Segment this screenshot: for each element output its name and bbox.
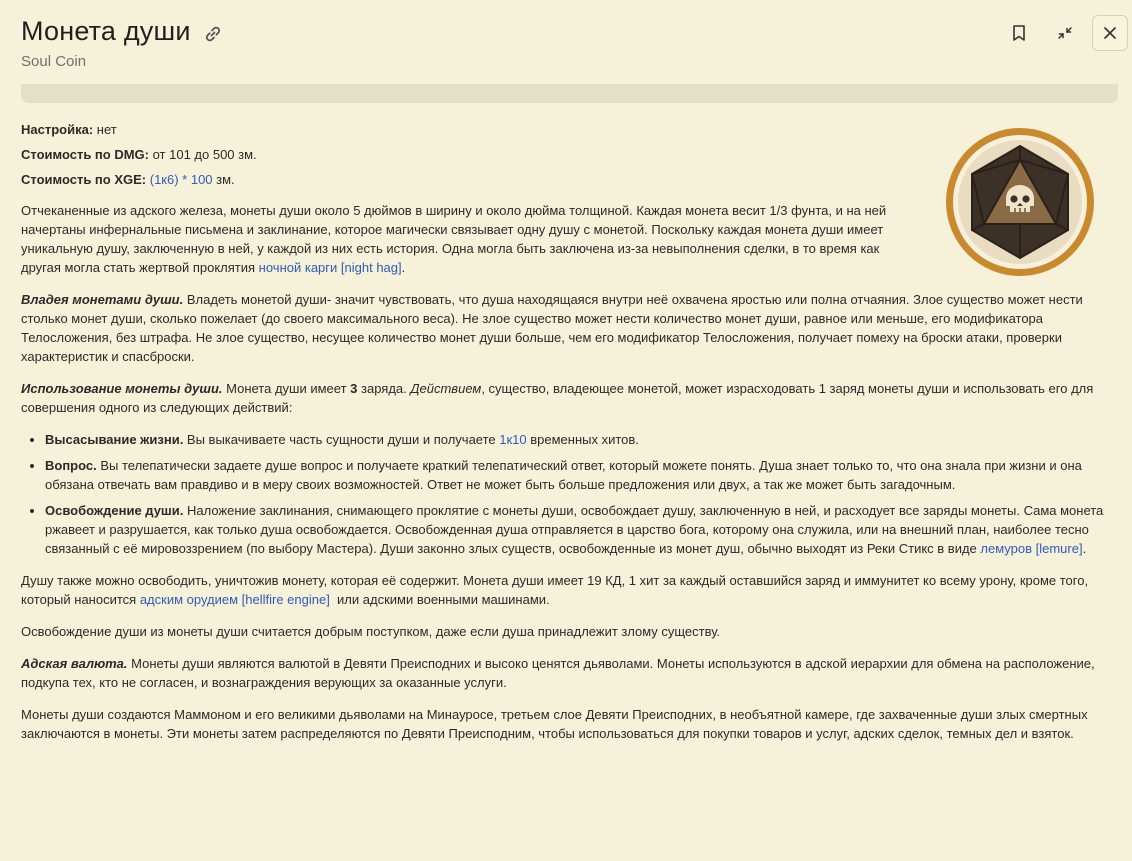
currency-text: Монеты души являются валютой в Девяти Преисподних и высоко ценятся дьяволами. Монеты используются в адской иерархии для обмена на расположение, подкупа тех, кто не согласен, и вознаграждения верующих за оказанные услуги.	[21, 656, 1095, 690]
dmg-price-label: Стоимость по DMG:	[21, 147, 149, 162]
bookmark-button[interactable]	[1001, 15, 1037, 51]
destroy-end: или адскими военными машинами.	[329, 592, 550, 607]
list-item	[45, 430, 1113, 449]
collapse-button[interactable]	[1047, 15, 1083, 51]
intro-text: Отчеканенные из адского железа, монеты души около 5 дюймов в ширину и около дюйма толщиной. Каждая монета весит 1/3 фунта, и на ней начертаны инфернальные письмена и заклинание, которое магически связывает одну душу с монетой. Поскольку каждая монета души имеет уникальную душу, заключенную в ней, у каждой из них есть история. Одна могла быть заключена из-за невыполнения сделки, в то время как другая могла стать жертвой проклятия	[21, 203, 887, 275]
good-deed-paragraph: Освобождение души из монеты души считается добрым поступком, даже если душа принадлежит злому существу.	[21, 624, 721, 639]
collapsed-panel-strip	[21, 84, 1118, 103]
hellfire-engine-link[interactable]: адским орудием [hellfire engine]	[139, 592, 330, 607]
page-title: Монета души	[21, 16, 191, 46]
options-list	[21, 430, 1113, 558]
option-text: Вы телепатически задаете душе вопрос и получаете краткий телепатический ответ, который можете понять. Душа знает только то, что она знала при жизни и она обязана отвечать вам правдиво и в меру своих возможностей. Ответ не может быть больше предложения или двух, а так же может быть загадочным.	[45, 458, 1082, 492]
option-title: Освобождение души.	[45, 503, 184, 518]
usage-paragraph	[21, 379, 1113, 417]
close-button[interactable]	[1092, 15, 1128, 51]
link-icon[interactable]	[203, 24, 223, 44]
page-subtitle: Soul Coin	[21, 53, 87, 70]
xge-roll-link[interactable]: (1к6) * 100	[149, 172, 213, 187]
owning-heading: Владея монетами души.	[21, 292, 184, 307]
intro-end: .	[401, 260, 406, 275]
intro-paragraph	[21, 201, 901, 277]
option-end: .	[1082, 541, 1087, 556]
close-icon	[1102, 25, 1118, 41]
night-hag-link[interactable]: ночной карги [night hag]	[258, 260, 402, 275]
dmg-price-value: от 101 до 500 зм.	[149, 147, 257, 162]
usage-text-1: Монета души имеет	[222, 381, 351, 396]
attunement-line	[21, 120, 1113, 139]
title-row	[21, 16, 223, 47]
usage-heading: Использование монеты души.	[21, 381, 223, 396]
option-title: Высасывание жизни.	[45, 432, 184, 447]
creation-paragraph: Монеты души создаются Маммоном и его великими дьяволами на Минауросе, третьем слое Девяти Преисподних, в необъятной камере, где захваченные души злых смертных заключаются в монеты. Эти монеты затем распределяются по Девяти Преисподним, чтобы использоваться для покупки товаров и услуг, адских сделок, темных дел и взяток.	[21, 707, 1088, 741]
owning-paragraph	[21, 290, 1113, 366]
owning-text: Владеть монетой души- значит чувствовать, что душа находящаяся внутри неё охвачена яростью или полна отчаяния. Злое существо может нести столько монет души, сколько пожелает (до своего максимального веса). Не злое существо может нести количество монет души, равное или меньше, его модификатора Телосложения, без штрафа. Не злое существо, несущее количество монет души больше, чем его модификатор Телосложения, получает помеху на броски атаки, проверки характеристик и спасброски.	[21, 292, 1083, 364]
list-item	[45, 456, 1113, 494]
item-header	[0, 0, 1132, 90]
xge-price-suffix: зм.	[212, 172, 235, 187]
attunement-label: Настройка:	[21, 122, 94, 137]
attunement-value: нет	[93, 122, 117, 137]
xge-price-label: Стоимость по XGE:	[21, 172, 147, 187]
currency-heading: Адская валюта.	[21, 656, 128, 671]
xge-price-line	[21, 170, 1113, 189]
option-end: временных хитов.	[526, 432, 639, 447]
dmg-price-line	[21, 145, 1113, 164]
usage-text-3: , существо, владеющее монетой, может израсходовать 1 заряд монеты души и использовать его для совершения одного из следующих действий:	[21, 381, 1094, 415]
usage-text-2: заряда.	[357, 381, 411, 396]
option-text: Вы выкачиваете часть сущности души и получаете	[183, 432, 500, 447]
usage-charges: 3	[350, 381, 358, 396]
option-title: Вопрос.	[45, 458, 97, 473]
usage-action: Действием	[410, 381, 482, 396]
destroy-text: Душу также можно освободить, уничтожив монету, которая её содержит. Монета души имеет 19 КД, 1 хит за каждый оставшийся заряд и иммунитет ко всему урону, кроме того, который наносится	[21, 573, 1089, 607]
list-item	[45, 501, 1113, 558]
lemure-link[interactable]: лемуров [lemure]	[980, 541, 1083, 556]
dice-roll-link[interactable]: 1к10	[499, 432, 527, 447]
currency-paragraph	[21, 654, 1113, 692]
bookmark-icon	[1011, 24, 1027, 42]
item-description	[21, 120, 1113, 756]
destroy-paragraph	[21, 571, 1113, 609]
option-text: Наложение заклинания, снимающего проклятие с монеты души, освобождает душу, заключенную в ней, и расходует все заряды монеты. Сама монета ржавеет и разрушается, как только душа освобождается. Освобожденная душа отправляется в царство бога, которому она служила, или на внешний план, наиболее тесно связанный с её мировоззрением (по выбору Мастера). Души законно злых существ, освобожденные из монет душ, обычно выходят из Реки Стикс в виде	[45, 503, 1104, 556]
collapse-icon	[1056, 24, 1074, 42]
